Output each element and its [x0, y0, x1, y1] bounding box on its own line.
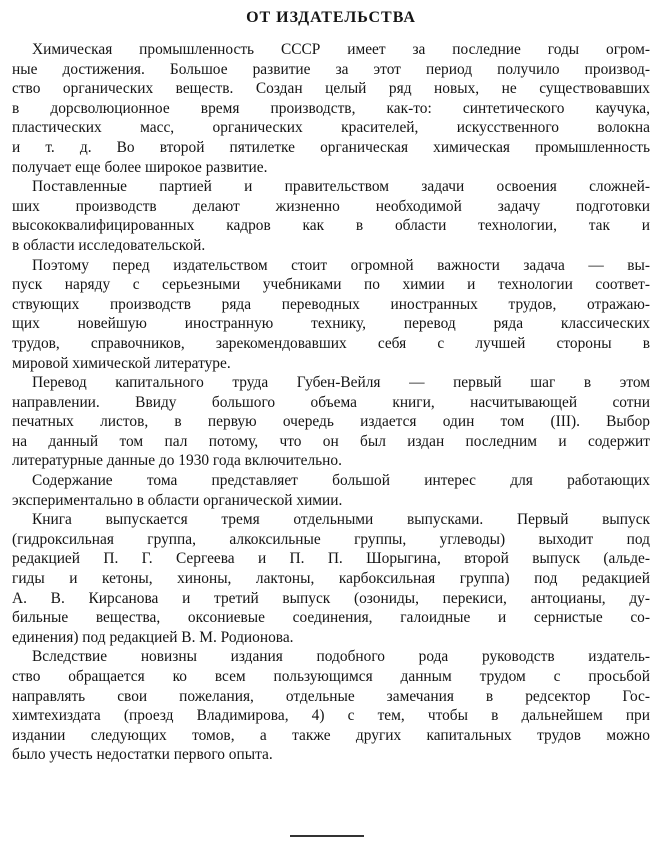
paragraph — [12, 40, 650, 177]
paragraph — [12, 471, 650, 510]
text-line: ство обращается ко всем пользующимся данным трудом с просьбой — [12, 668, 650, 685]
text-line: Химическая промышленность СССР имеет за последние годы огром- — [32, 41, 650, 58]
text-line: литературные данные до 1930 года включительно. — [12, 452, 342, 470]
document-body — [12, 40, 650, 765]
text-line: щих новейшую иностранную технику, перевод ряда классических — [12, 315, 650, 333]
text-line: пуск наряду с серьезными учебниками по химии и технологии соответ- — [12, 276, 650, 294]
text-line: А. В. Кирсанова и третий выпуск (озониды, перекиси, антоцианы, ду- — [12, 589, 650, 607]
paragraph — [12, 510, 650, 647]
text-line: Поэтому перед издательством стоит огромной важности задача — вы- — [32, 256, 650, 274]
text-line: Вследствие новизны издания подобного рода руководств издатель- — [32, 648, 650, 666]
text-line: (гидроксильная группа, алкоксильные группы, углеводы) выходит под — [12, 530, 650, 548]
text-line: химтехиздата (проезд Владимирова, 4) с тем, чтобы в дальнейшем при — [12, 707, 650, 725]
text-line: Книга выпускается тремя отдельными выпусками. Первый выпуск — [32, 511, 650, 529]
page-title: ОТ ИЗДАТЕЛЬСТВА — [246, 9, 416, 26]
text-line: ство органических веществ. Создан целый ряд новых, не существовавших — [12, 80, 650, 98]
text-line: издании следующих томов, а также других капитальных трудов можно — [12, 726, 650, 744]
page — [12, 0, 650, 852]
paragraph — [12, 647, 650, 765]
text-line: в дорсволюционное время производств, как-то: синтетического каучука, — [12, 99, 650, 117]
text-line: печатных листов, в первую очередь издается один том (III). Выбор — [12, 413, 650, 431]
text-line: ствующих производств ряда переводных иностранных трудов, отражаю- — [12, 295, 650, 313]
text-line: на данный том пал потому, что он был издан последним и содержит — [12, 432, 650, 450]
text-line: направлении. Ввиду большого объема книги, насчитывающей сотни — [12, 393, 650, 411]
text-line: ные достижения. Большое развитие за этот период получило производ- — [12, 60, 650, 78]
text-line: ших производств делают жизненно необходимой задачу подготовки — [12, 197, 650, 215]
paragraph — [12, 256, 650, 374]
text-line: высококвалифицированных кадров как в области технологии, так и — [12, 217, 650, 235]
text-line: Поставленные партией и правительством задачи освоения сложней- — [32, 178, 650, 196]
text-line: редакцией П. Г. Сергеева и П. П. Шорыгина, второй выпуск (альде- — [12, 550, 650, 568]
text-line: и т. д. Во второй пятилетке органическая химическая промышленность — [12, 138, 650, 156]
text-line: Перевод капитального труда Губен-Вейля — первый шаг в этом — [32, 374, 650, 392]
text-line: в области исследовательской. — [12, 236, 206, 254]
text-line: единения) под редакцией В. М. Родионова. — [12, 628, 294, 646]
text-line: направлять свои пожелания, отдельные замечания в редсектор Гос- — [12, 687, 650, 705]
text-line: пластических масс, органических красителей, искусственного волокна — [12, 119, 650, 137]
text-line: бильные вещества, оксониевые соединения, галоидные и сернистые со- — [12, 609, 650, 627]
text-line: трудов, справочников, зарекомендовавших себя с лучшей стороны в — [12, 334, 650, 352]
footer-divider — [290, 835, 364, 837]
text-line: экспериментально в области органической химии. — [12, 491, 343, 509]
text-line: мировой химической литературе. — [12, 354, 231, 372]
text-line: было учесть недостатки первого опыта. — [12, 746, 273, 764]
paragraph — [12, 177, 650, 255]
text-line: Содержание тома представляет большой интерес для работающих — [32, 472, 650, 490]
text-line: получает еще более широкое развитие. — [12, 158, 268, 176]
text-line: гиды и кетоны, хиноны, лактоны, карбоксильная группа) под редакцией — [12, 570, 650, 588]
paragraph — [12, 373, 650, 471]
